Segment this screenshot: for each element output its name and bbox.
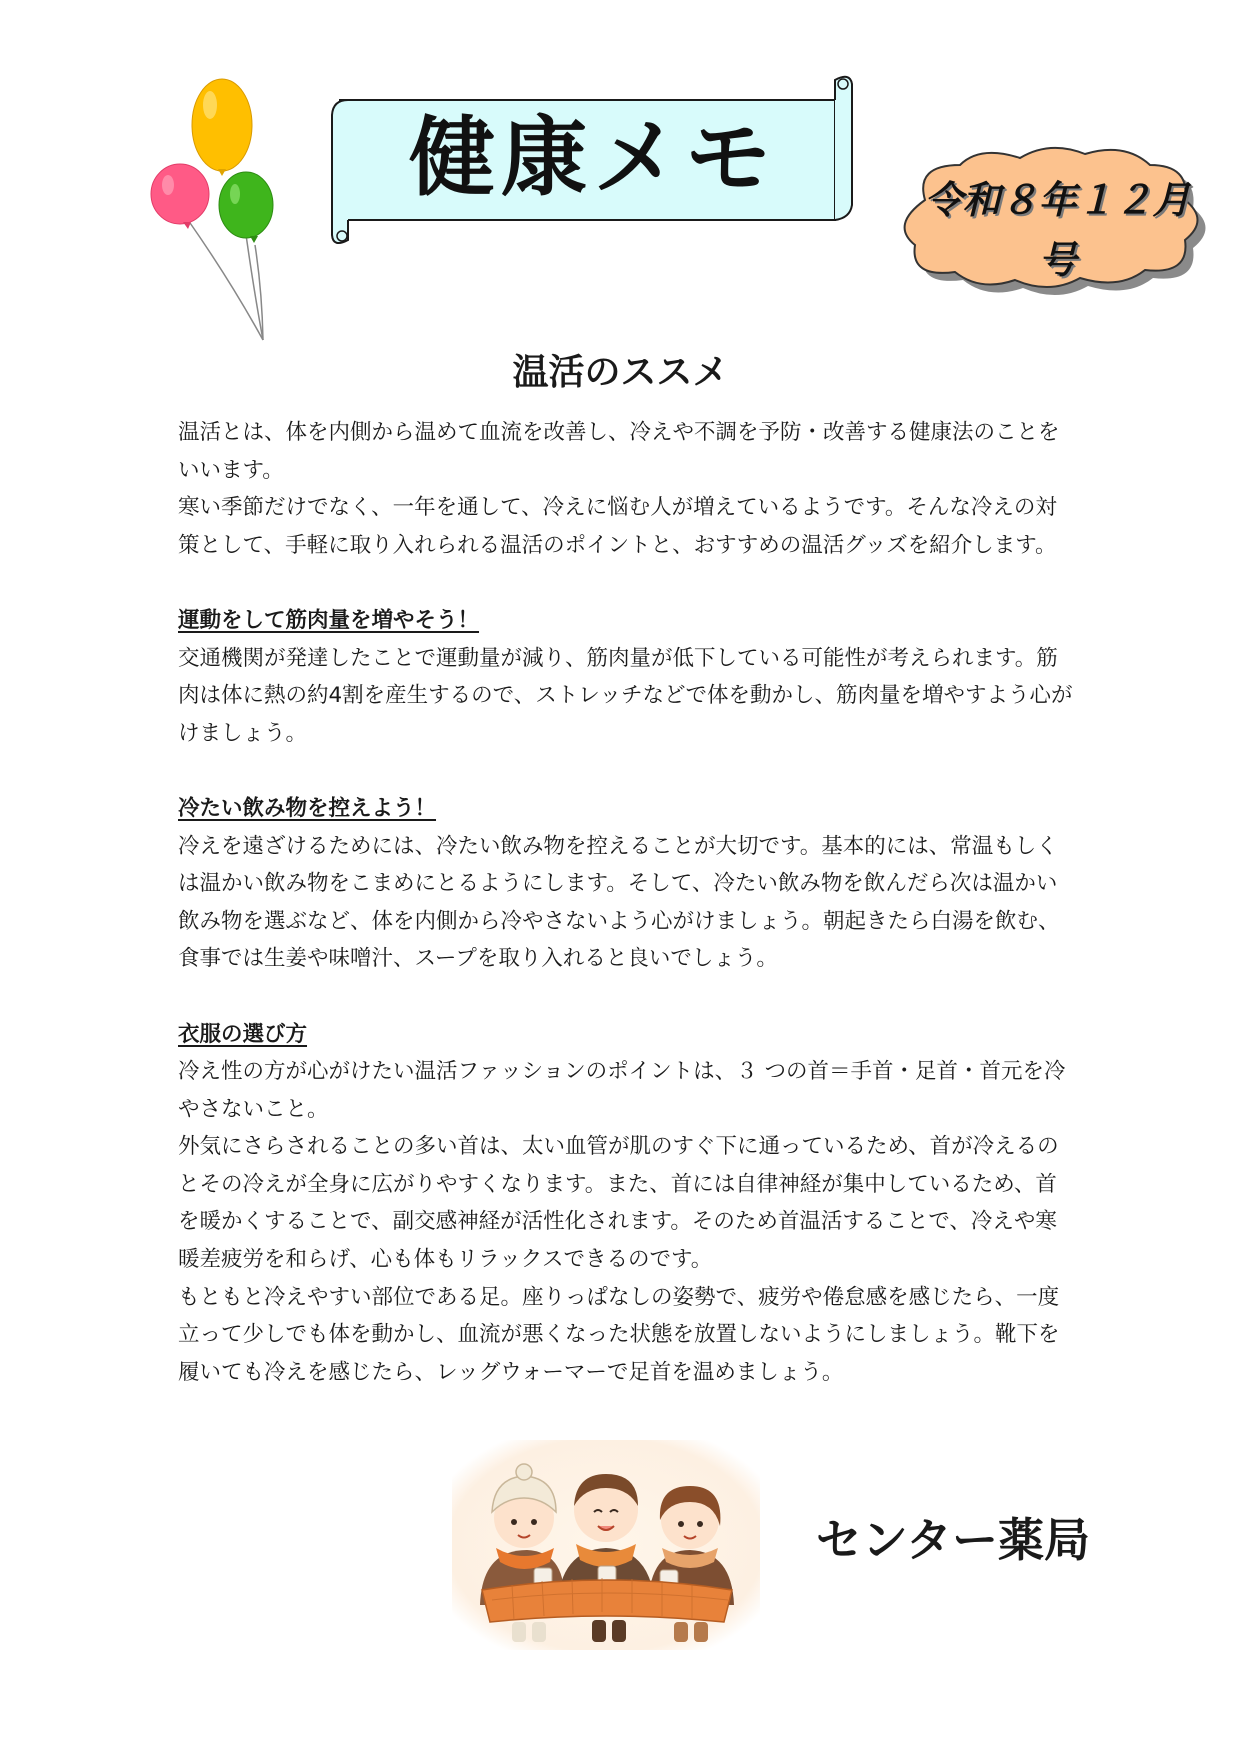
pharmacy-name: センター薬局 xyxy=(815,1513,1090,1567)
section-paragraph: 冷え性の方が心がけたい温活ファッションのポイントは、３ つの首＝手首・足首・首元を冷やさないこと。 xyxy=(178,1059,1066,1122)
section-paragraph: 交通機関が発達したことで運動量が減り、筋肉量が低下している可能性が考えられます。筋肉は体に熱の約4割を産生するので、ストレッチなどで体を動かし、筋肉量を増やすよう心がけましょう。 xyxy=(178,645,1073,746)
intro-paragraph: 寒い季節だけでなく、一年を通して、冷えに悩む人が増えているようです。そんな冷えの対策として、手軽に取り入れられる温活のポイントと、おすすめの温活グッズを紹介します。 xyxy=(178,495,1057,558)
section-drinks xyxy=(178,790,1073,978)
newsletter-title: 健康メモ xyxy=(409,108,777,208)
section-heading: 運動をして筋肉量を増やそう！ xyxy=(178,607,480,633)
section-exercise xyxy=(178,602,1073,752)
section-heading: 冷たい飲み物を控えよう！ xyxy=(178,795,437,821)
pink-balloon xyxy=(151,164,209,224)
article-title: 温活のススメ xyxy=(512,352,729,393)
green-balloon xyxy=(219,172,273,238)
balloons-illustration xyxy=(150,70,300,350)
balloon-string xyxy=(255,245,263,340)
issue-date: 令和８年１２月号 xyxy=(924,178,1191,282)
yellow-balloon xyxy=(192,79,252,171)
section-clothing xyxy=(178,1016,1073,1392)
section-paragraph: 冷えを遠ざけるためには、冷たい飲み物を控えることが大切です。基本的には、常温もしくは温かい飲み物をこまめにとるようにします。そして、冷たい飲み物を飲んだら次は温かい飲み物を選ぶなど、体を内側から冷やさないよう心がけましょう。朝起きたら白湯を飲む、食事では生姜や味噌汁、スープを取り入れると良いでしょう。 xyxy=(178,833,1060,972)
section-heading: 衣服の選び方 xyxy=(178,1021,308,1047)
section-paragraph: 外気にさらされることの多い首は、太い血管が肌のすぐ下に通っているため、首が冷えるのとその冷えが全身に広がりやすくなります。また、首には自律神経が集中しているため、首を暖かくすることで、副交感神経が活性化されます。そのため首温活することで、冷えや寒暖差疲労を和らげ、心も体もリラックスできるのです。 xyxy=(178,1134,1059,1273)
intro-paragraph: 温活とは、体を内側から温めて血流を改善し、冷えや不調を予防・改善する健康法のことをいいます。 xyxy=(178,420,1060,483)
section-paragraph: もともと冷えやすい部位である足。座りっぱなしの姿勢で、疲労や倦怠感を感じたら、一度立って少しでも体を動かし、血流が悪くなった状態を放置しないようにしましょう。靴下を履いても冷えを感じたら、レッグウォーマーで足首を温めましょう。 xyxy=(178,1284,1060,1385)
warm-drinks-illustration xyxy=(452,1440,760,1650)
article-body xyxy=(178,414,1073,1391)
